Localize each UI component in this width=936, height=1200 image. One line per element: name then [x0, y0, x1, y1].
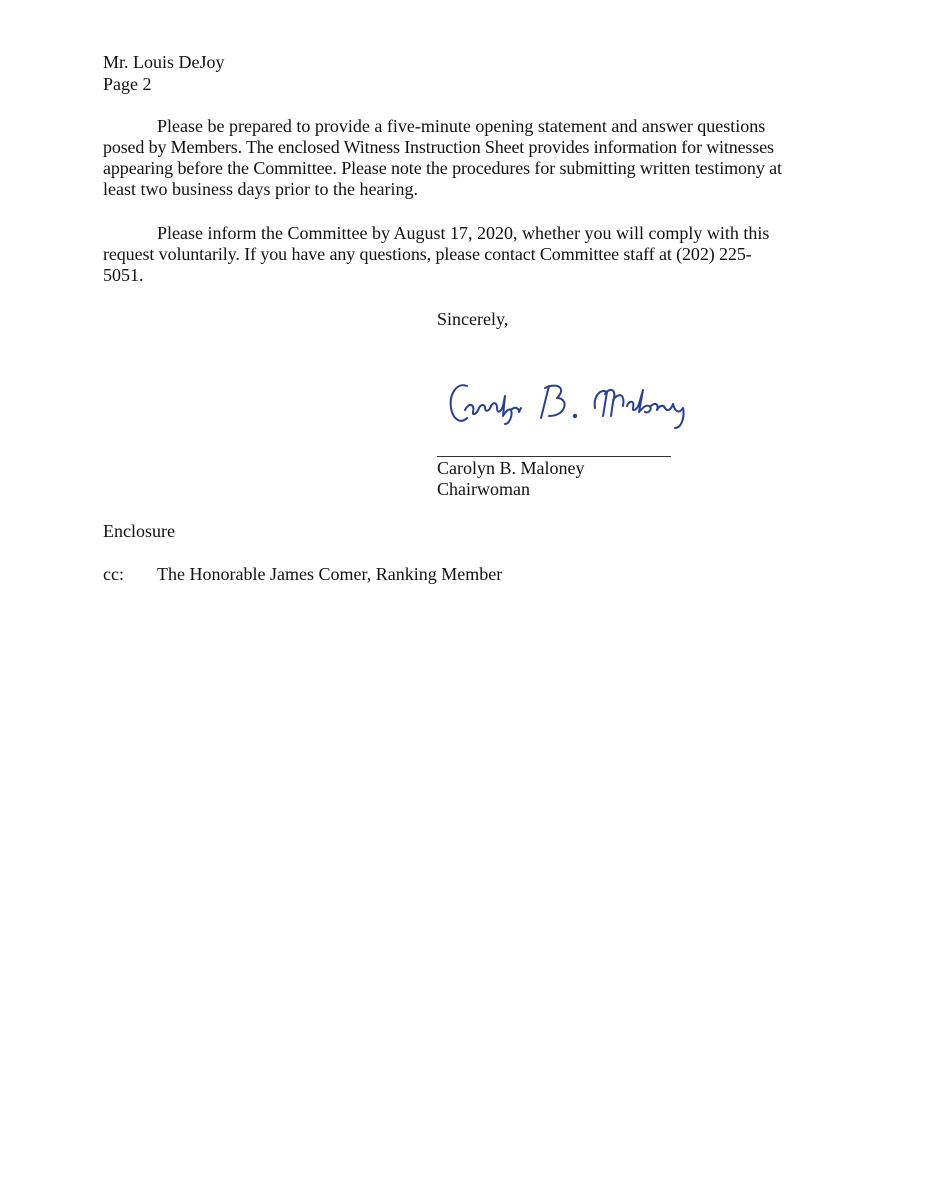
- paragraph-line: least two business days prior to the hearing.: [103, 179, 418, 199]
- page-number: Page 2: [103, 74, 152, 94]
- paragraph-line: posed by Members. The enclosed Witness Instruction Sheet provides information for witnesses: [103, 137, 774, 157]
- paragraph-line: Please inform the Committee by August 17, 2020, whether you will comply with this: [157, 223, 770, 243]
- cc-recipient: The Honorable James Comer, Ranking Member: [157, 564, 503, 584]
- paragraph-line: Please be prepared to provide a five-minute opening statement and answer questions: [157, 116, 766, 136]
- recipient-name: Mr. Louis DeJoy: [103, 52, 225, 72]
- cc-label: cc:: [103, 564, 124, 584]
- paragraph-line: 5051.: [103, 265, 144, 285]
- paragraph-line: appearing before the Committee. Please note the procedures for submitting written testimony at: [103, 158, 782, 178]
- enclosure-note: Enclosure: [103, 521, 175, 541]
- paragraph-line: request voluntarily. If you have any questions, please contact Committee staff at (202) 225-: [103, 244, 752, 264]
- signatory-title: Chairwoman: [437, 479, 530, 499]
- closing-salutation: Sincerely,: [437, 309, 509, 329]
- handwritten-signature: [445, 372, 705, 442]
- signatory-name: Carolyn B. Maloney: [437, 458, 585, 478]
